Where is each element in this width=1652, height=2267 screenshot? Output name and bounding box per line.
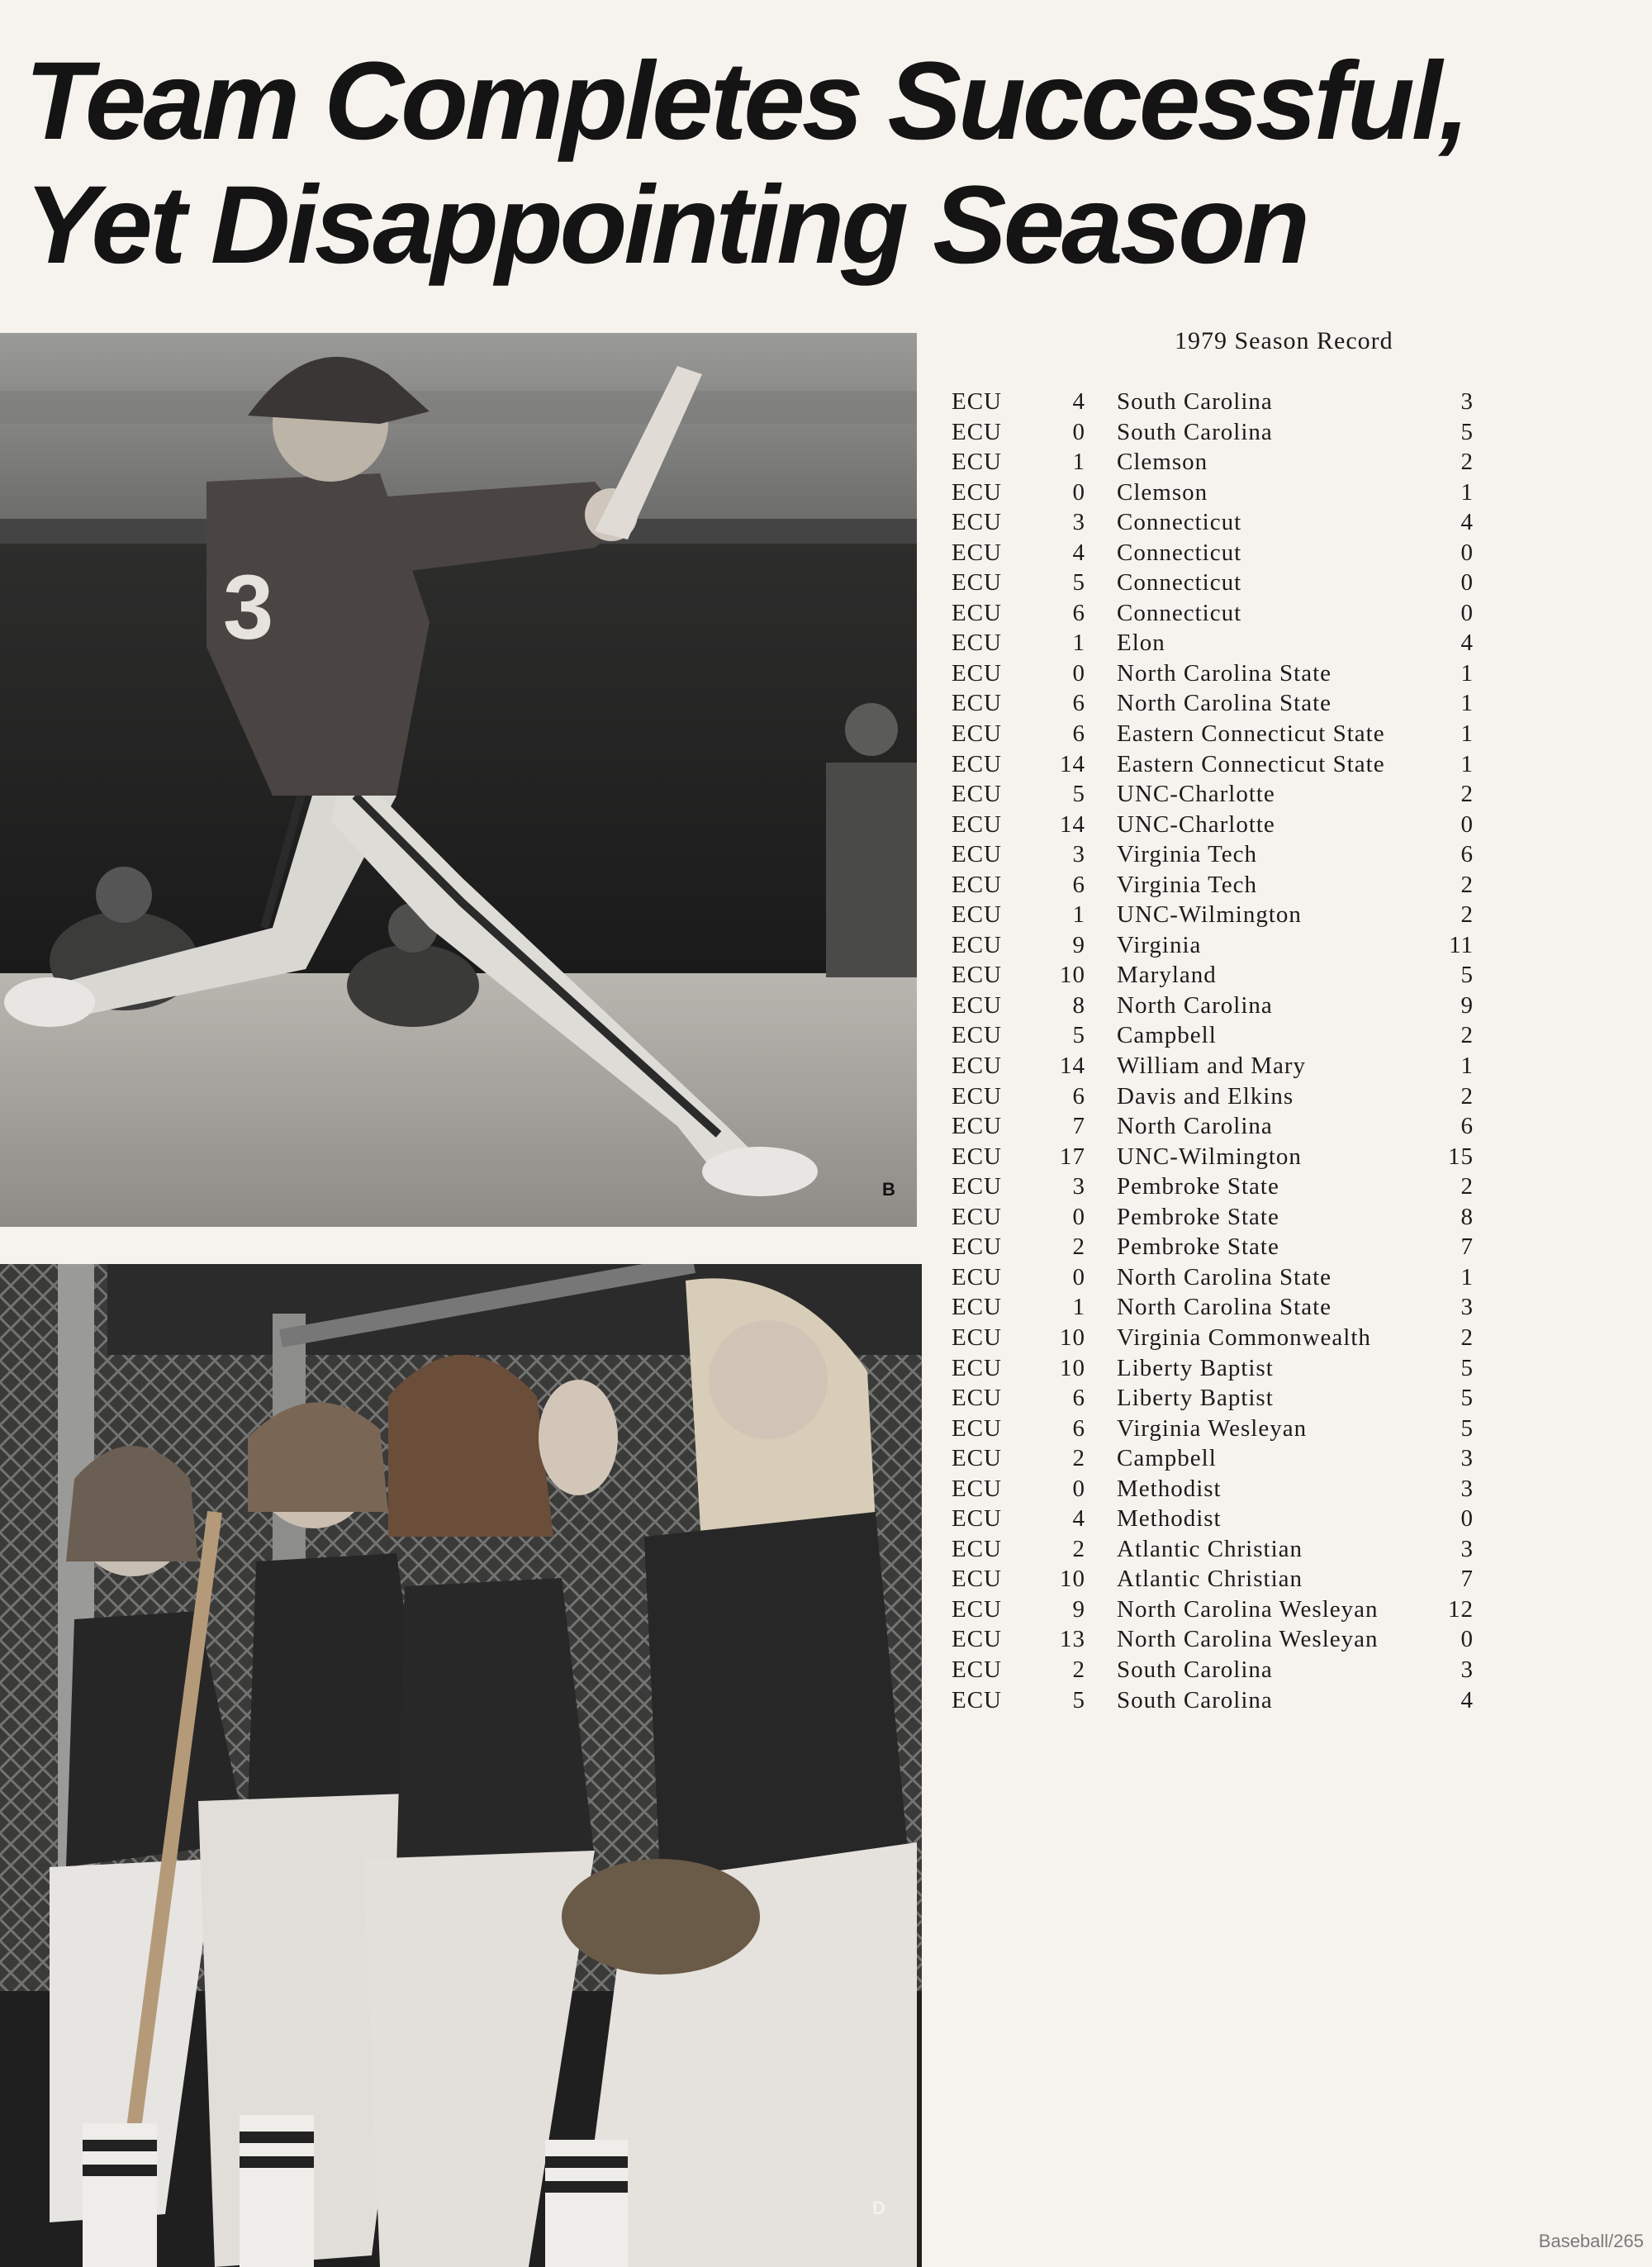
page-headline bbox=[25, 40, 1635, 288]
record-opponent-score: 1 bbox=[1460, 1263, 1474, 1290]
record-row bbox=[948, 1142, 1493, 1172]
record-opponent: Campbell bbox=[1117, 1022, 1217, 1049]
record-opponent-score: 5 bbox=[1460, 418, 1474, 445]
record-opponent: Davis and Elkins bbox=[1117, 1082, 1294, 1110]
record-team: ECU bbox=[952, 418, 1002, 445]
record-row bbox=[948, 568, 1493, 598]
record-team: ECU bbox=[952, 1143, 1002, 1170]
record-row bbox=[948, 1202, 1493, 1233]
record-opponent: Eastern Connecticut State bbox=[1117, 750, 1385, 777]
record-team: ECU bbox=[952, 1535, 1002, 1562]
record-opponent-score: 0 bbox=[1460, 599, 1474, 626]
record-row bbox=[948, 1504, 1493, 1534]
dugout-illustration bbox=[0, 1264, 922, 2267]
record-opponent-score: 4 bbox=[1460, 1686, 1474, 1713]
record-opponent-score: 1 bbox=[1460, 720, 1474, 748]
record-ecu-score: 7 bbox=[1072, 1113, 1085, 1140]
record-opponent-score: 3 bbox=[1460, 1294, 1474, 1321]
record-team: ECU bbox=[952, 1203, 1002, 1230]
record-row bbox=[948, 719, 1493, 749]
record-opponent: Pembroke State bbox=[1117, 1173, 1279, 1200]
record-row bbox=[948, 688, 1493, 719]
record-team: ECU bbox=[952, 1263, 1002, 1290]
record-opponent-score: 1 bbox=[1460, 659, 1474, 687]
record-ecu-score: 0 bbox=[1072, 418, 1085, 445]
record-ecu-score: 3 bbox=[1072, 841, 1085, 868]
photo-letter-d: D bbox=[872, 2198, 885, 2218]
record-team: ECU bbox=[952, 1686, 1002, 1713]
record-ecu-score: 0 bbox=[1072, 1203, 1085, 1230]
record-opponent: Clemson bbox=[1117, 478, 1208, 506]
record-team: ECU bbox=[952, 1626, 1002, 1653]
record-opponent: North Carolina State bbox=[1117, 1263, 1332, 1290]
record-opponent: North Carolina bbox=[1117, 991, 1273, 1019]
record-team: ECU bbox=[952, 1566, 1002, 1593]
record-opponent: Pembroke State bbox=[1117, 1233, 1279, 1261]
batter-illustration bbox=[0, 333, 917, 1227]
record-opponent: Methodist bbox=[1117, 1475, 1222, 1502]
record-row bbox=[948, 1383, 1493, 1414]
record-opponent: Connecticut bbox=[1117, 599, 1242, 626]
record-opponent: North Carolina State bbox=[1117, 659, 1332, 687]
record-team: ECU bbox=[952, 720, 1002, 748]
record-row bbox=[948, 779, 1493, 810]
record-row bbox=[948, 1414, 1493, 1444]
record-team: ECU bbox=[952, 750, 1002, 777]
record-opponent: UNC-Wilmington bbox=[1117, 1143, 1302, 1170]
record-ecu-score: 1 bbox=[1072, 630, 1085, 657]
record-team: ECU bbox=[952, 901, 1002, 929]
record-opponent-score: 4 bbox=[1460, 630, 1474, 657]
record-ecu-score: 6 bbox=[1072, 1082, 1085, 1110]
record-ecu-score: 3 bbox=[1072, 509, 1085, 536]
record-opponent-score: 0 bbox=[1460, 569, 1474, 596]
record-ecu-score: 0 bbox=[1072, 478, 1085, 506]
record-row bbox=[948, 658, 1493, 689]
record-row bbox=[948, 507, 1493, 538]
record-ecu-score: 5 bbox=[1072, 1686, 1085, 1713]
record-opponent-score: 6 bbox=[1460, 841, 1474, 868]
record-row bbox=[948, 1232, 1493, 1262]
record-opponent: South Carolina bbox=[1117, 388, 1273, 415]
record-opponent: UNC-Charlotte bbox=[1117, 781, 1275, 808]
record-row bbox=[948, 1020, 1493, 1051]
record-team: ECU bbox=[952, 1173, 1002, 1200]
record-opponent-score: 9 bbox=[1460, 991, 1474, 1019]
record-ecu-score: 14 bbox=[1060, 750, 1085, 777]
record-opponent: Virginia Commonwealth bbox=[1117, 1324, 1371, 1351]
record-ecu-score: 10 bbox=[1060, 962, 1085, 989]
record-opponent-score: 0 bbox=[1460, 539, 1474, 566]
record-opponent: William and Mary bbox=[1117, 1053, 1307, 1080]
record-team: ECU bbox=[952, 1445, 1002, 1472]
record-row bbox=[948, 1534, 1493, 1565]
record-opponent: South Carolina bbox=[1117, 1686, 1273, 1713]
record-team: ECU bbox=[952, 1414, 1002, 1442]
record-ecu-score: 6 bbox=[1072, 871, 1085, 898]
record-team: ECU bbox=[952, 569, 1002, 596]
record-opponent-score: 12 bbox=[1448, 1595, 1474, 1623]
record-opponent: UNC-Charlotte bbox=[1117, 810, 1275, 838]
record-row bbox=[948, 1443, 1493, 1474]
record-opponent-score: 7 bbox=[1460, 1233, 1474, 1261]
record-ecu-score: 3 bbox=[1072, 1173, 1085, 1200]
record-opponent-score: 1 bbox=[1460, 690, 1474, 717]
record-ecu-score: 17 bbox=[1060, 1143, 1085, 1170]
record-row bbox=[948, 387, 1493, 417]
record-opponent: Liberty Baptist bbox=[1117, 1385, 1274, 1412]
record-ecu-score: 4 bbox=[1072, 1505, 1085, 1533]
record-row bbox=[948, 447, 1493, 478]
record-ecu-score: 2 bbox=[1072, 1233, 1085, 1261]
season-record-table bbox=[948, 387, 1493, 1715]
record-opponent: Clemson bbox=[1117, 449, 1208, 476]
record-opponent: North Carolina State bbox=[1117, 1294, 1332, 1321]
record-team: ECU bbox=[952, 1505, 1002, 1533]
record-opponent-score: 2 bbox=[1460, 871, 1474, 898]
record-team: ECU bbox=[952, 962, 1002, 989]
record-team: ECU bbox=[952, 1053, 1002, 1080]
record-row bbox=[948, 538, 1493, 568]
record-opponent: Virginia Wesleyan bbox=[1117, 1414, 1308, 1442]
record-row bbox=[948, 1323, 1493, 1353]
record-opponent-score: 3 bbox=[1460, 1656, 1474, 1683]
record-opponent: North Carolina Wesleyan bbox=[1117, 1626, 1379, 1653]
record-opponent-score: 3 bbox=[1460, 1535, 1474, 1562]
record-ecu-score: 9 bbox=[1072, 931, 1085, 958]
record-team: ECU bbox=[952, 991, 1002, 1019]
record-team: ECU bbox=[952, 1354, 1002, 1381]
record-ecu-score: 2 bbox=[1072, 1535, 1085, 1562]
record-row bbox=[948, 1624, 1493, 1655]
record-row bbox=[948, 839, 1493, 870]
record-row bbox=[948, 1595, 1493, 1625]
record-ecu-score: 6 bbox=[1072, 599, 1085, 626]
record-ecu-score: 0 bbox=[1072, 1475, 1085, 1502]
record-opponent-score: 2 bbox=[1460, 449, 1474, 476]
record-opponent: Connecticut bbox=[1117, 569, 1242, 596]
record-ecu-score: 1 bbox=[1072, 449, 1085, 476]
record-ecu-score: 1 bbox=[1072, 1294, 1085, 1321]
record-opponent-score: 2 bbox=[1460, 1082, 1474, 1110]
record-opponent: Connecticut bbox=[1117, 539, 1242, 566]
record-opponent-score: 2 bbox=[1460, 1324, 1474, 1351]
record-ecu-score: 8 bbox=[1072, 991, 1085, 1019]
record-team: ECU bbox=[952, 1233, 1002, 1261]
record-ecu-score: 9 bbox=[1072, 1595, 1085, 1623]
record-row bbox=[948, 1655, 1493, 1685]
record-ecu-score: 10 bbox=[1060, 1354, 1085, 1381]
record-ecu-score: 10 bbox=[1060, 1566, 1085, 1593]
record-ecu-score: 1 bbox=[1072, 901, 1085, 929]
record-row bbox=[948, 1292, 1493, 1323]
record-row bbox=[948, 1262, 1493, 1293]
record-row bbox=[948, 417, 1493, 448]
record-opponent-score: 2 bbox=[1460, 901, 1474, 929]
record-ecu-score: 0 bbox=[1072, 1263, 1085, 1290]
record-ecu-score: 13 bbox=[1060, 1626, 1085, 1653]
record-ecu-score: 5 bbox=[1072, 569, 1085, 596]
record-row bbox=[948, 1353, 1493, 1384]
record-row bbox=[948, 598, 1493, 629]
record-opponent-score: 4 bbox=[1460, 509, 1474, 536]
record-opponent: Pembroke State bbox=[1117, 1203, 1279, 1230]
svg-text:3: 3 bbox=[223, 557, 274, 658]
record-opponent: Liberty Baptist bbox=[1117, 1354, 1274, 1381]
record-ecu-score: 6 bbox=[1072, 1414, 1085, 1442]
record-row bbox=[948, 960, 1493, 991]
record-ecu-score: 5 bbox=[1072, 781, 1085, 808]
record-ecu-score: 14 bbox=[1060, 810, 1085, 838]
record-team: ECU bbox=[952, 509, 1002, 536]
record-opponent: Atlantic Christian bbox=[1117, 1566, 1303, 1593]
record-ecu-score: 6 bbox=[1072, 1385, 1085, 1412]
record-row bbox=[948, 870, 1493, 901]
record-opponent-score: 0 bbox=[1460, 1626, 1474, 1653]
record-team: ECU bbox=[952, 1082, 1002, 1110]
record-opponent-score: 7 bbox=[1460, 1566, 1474, 1593]
record-ecu-score: 2 bbox=[1072, 1656, 1085, 1683]
record-ecu-score: 10 bbox=[1060, 1324, 1085, 1351]
record-row bbox=[948, 930, 1493, 961]
record-row bbox=[948, 1172, 1493, 1202]
record-team: ECU bbox=[952, 388, 1002, 415]
record-ecu-score: 0 bbox=[1072, 659, 1085, 687]
record-opponent-score: 1 bbox=[1460, 1053, 1474, 1080]
record-opponent: UNC-Wilmington bbox=[1117, 901, 1302, 929]
record-team: ECU bbox=[952, 478, 1002, 506]
record-row bbox=[948, 1564, 1493, 1595]
record-team: ECU bbox=[952, 810, 1002, 838]
record-opponent: Virginia Tech bbox=[1117, 871, 1258, 898]
record-opponent: Campbell bbox=[1117, 1445, 1217, 1472]
record-opponent-score: 5 bbox=[1460, 1385, 1474, 1412]
record-row bbox=[948, 749, 1493, 780]
record-opponent: Methodist bbox=[1117, 1505, 1222, 1533]
season-record-title: 1979 Season Record bbox=[1175, 327, 1393, 354]
record-team: ECU bbox=[952, 1475, 1002, 1502]
record-opponent: North Carolina bbox=[1117, 1113, 1273, 1140]
record-opponent-score: 3 bbox=[1460, 1475, 1474, 1502]
record-team: ECU bbox=[952, 659, 1002, 687]
record-team: ECU bbox=[952, 630, 1002, 657]
record-row bbox=[948, 1685, 1493, 1716]
record-team: ECU bbox=[952, 871, 1002, 898]
record-team: ECU bbox=[952, 449, 1002, 476]
bat-girls-dugout-photo bbox=[0, 1264, 922, 2267]
record-row bbox=[948, 1111, 1493, 1142]
record-opponent: Connecticut bbox=[1117, 509, 1242, 536]
record-team: ECU bbox=[952, 1595, 1002, 1623]
record-ecu-score: 14 bbox=[1060, 1053, 1085, 1080]
record-row bbox=[948, 1051, 1493, 1081]
headline-line-2: Yet Disappointing Season bbox=[25, 164, 1307, 287]
record-ecu-score: 4 bbox=[1072, 388, 1085, 415]
record-opponent: North Carolina State bbox=[1117, 690, 1332, 717]
record-opponent-score: 8 bbox=[1460, 1203, 1474, 1230]
record-team: ECU bbox=[952, 841, 1002, 868]
record-ecu-score: 2 bbox=[1072, 1445, 1085, 1472]
record-team: ECU bbox=[952, 599, 1002, 626]
record-opponent-score: 5 bbox=[1460, 1414, 1474, 1442]
record-ecu-score: 5 bbox=[1072, 1022, 1085, 1049]
record-opponent: Virginia bbox=[1117, 931, 1202, 958]
baseball-batter-photo bbox=[0, 333, 917, 1227]
record-opponent-score: 0 bbox=[1460, 810, 1474, 838]
headline-line-1: Team Completes Successful, bbox=[25, 40, 1467, 163]
record-opponent-score: 1 bbox=[1460, 478, 1474, 506]
record-opponent-score: 1 bbox=[1460, 750, 1474, 777]
record-opponent-score: 5 bbox=[1460, 962, 1474, 989]
record-row bbox=[948, 1474, 1493, 1504]
record-opponent-score: 2 bbox=[1460, 1022, 1474, 1049]
record-team: ECU bbox=[952, 1385, 1002, 1412]
record-team: ECU bbox=[952, 1022, 1002, 1049]
record-opponent-score: 3 bbox=[1460, 1445, 1474, 1472]
record-team: ECU bbox=[952, 1294, 1002, 1321]
record-opponent-score: 0 bbox=[1460, 1505, 1474, 1533]
page-folio: Baseball/265 bbox=[1538, 2231, 1644, 2251]
record-team: ECU bbox=[952, 931, 1002, 958]
record-team: ECU bbox=[952, 539, 1002, 566]
record-opponent: Atlantic Christian bbox=[1117, 1535, 1303, 1562]
record-row bbox=[948, 900, 1493, 930]
record-ecu-score: 4 bbox=[1072, 539, 1085, 566]
record-team: ECU bbox=[952, 1656, 1002, 1683]
record-team: ECU bbox=[952, 690, 1002, 717]
record-ecu-score: 6 bbox=[1072, 720, 1085, 748]
record-team: ECU bbox=[952, 1324, 1002, 1351]
record-opponent: Elon bbox=[1117, 630, 1165, 657]
record-opponent-score: 3 bbox=[1460, 388, 1474, 415]
record-team: ECU bbox=[952, 781, 1002, 808]
photo-letter-b: B bbox=[882, 1179, 895, 1200]
record-opponent: Virginia Tech bbox=[1117, 841, 1258, 868]
record-row bbox=[948, 628, 1493, 658]
record-opponent: South Carolina bbox=[1117, 418, 1273, 445]
record-opponent: Eastern Connecticut State bbox=[1117, 720, 1385, 748]
record-row bbox=[948, 478, 1493, 508]
record-opponent-score: 6 bbox=[1460, 1113, 1474, 1140]
record-ecu-score: 6 bbox=[1072, 690, 1085, 717]
record-row bbox=[948, 991, 1493, 1021]
record-opponent-score: 2 bbox=[1460, 1173, 1474, 1200]
record-opponent: Maryland bbox=[1117, 962, 1217, 989]
record-opponent: South Carolina bbox=[1117, 1656, 1273, 1683]
record-opponent: North Carolina Wesleyan bbox=[1117, 1595, 1379, 1623]
record-row bbox=[948, 1081, 1493, 1112]
record-opponent-score: 11 bbox=[1449, 931, 1474, 958]
record-team: ECU bbox=[952, 1113, 1002, 1140]
record-opponent-score: 2 bbox=[1460, 781, 1474, 808]
record-opponent-score: 5 bbox=[1460, 1354, 1474, 1381]
record-opponent-score: 15 bbox=[1448, 1143, 1474, 1170]
record-row bbox=[948, 810, 1493, 840]
